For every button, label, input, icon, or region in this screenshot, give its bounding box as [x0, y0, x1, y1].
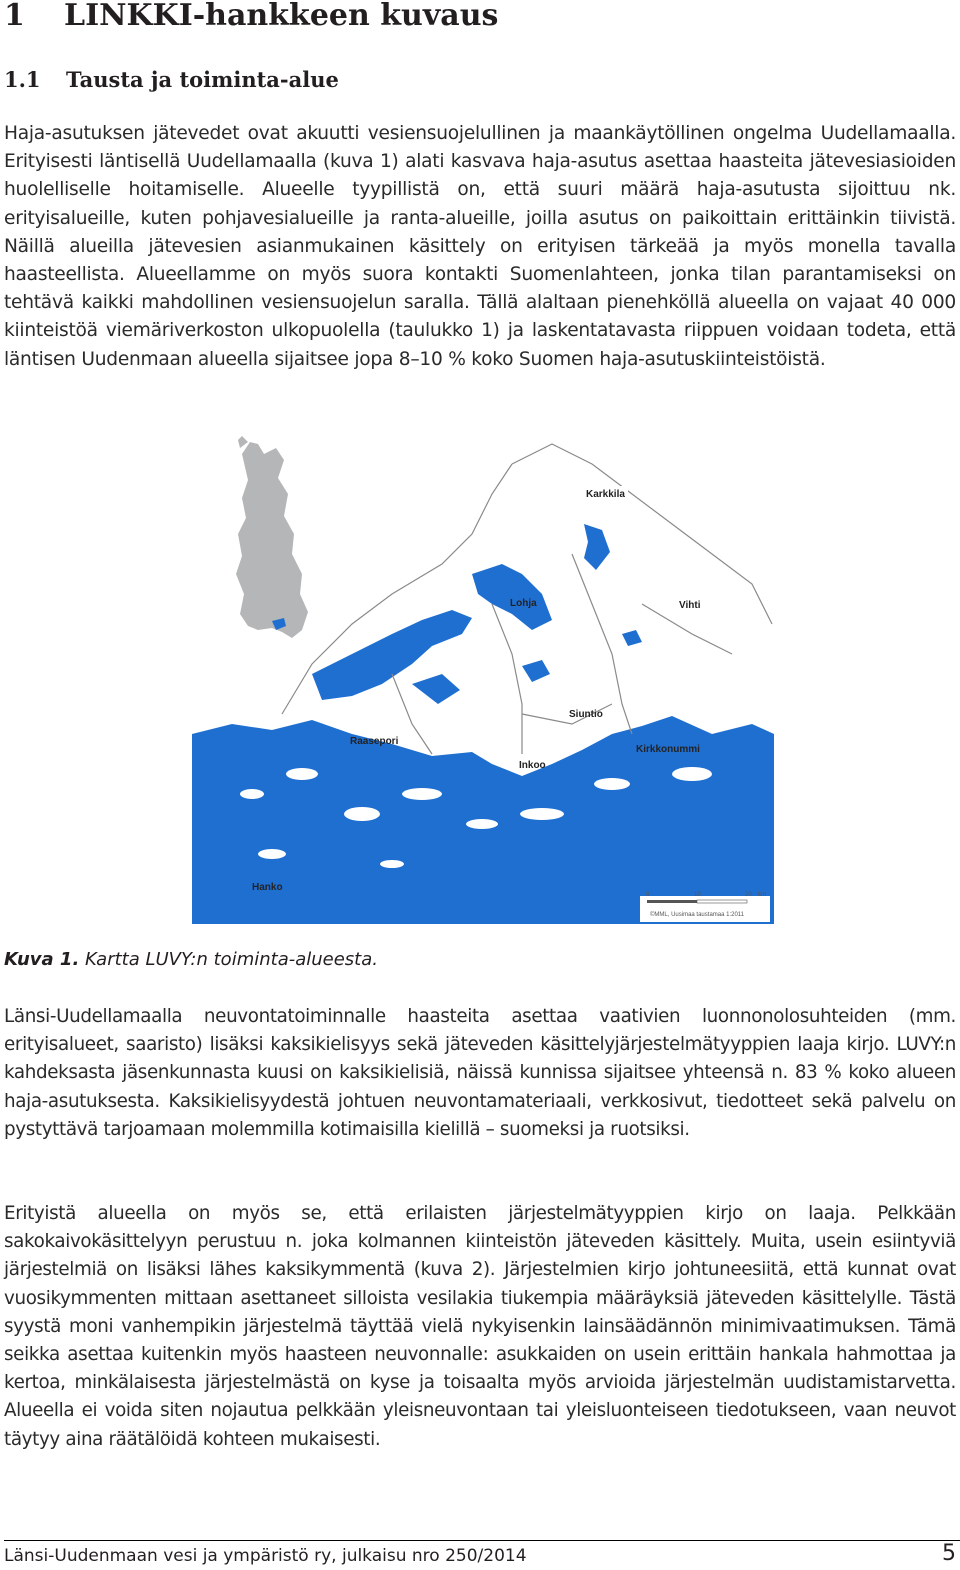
- map-copyright: ©MML, Uusimaa taustamaa 1:2011: [650, 912, 745, 918]
- intro-paragraph: Haja-asutuksen jätevedet ovat akuutti vesiensuojelullinen ja maankäytöllinen ongelma Uudellamaalla. Erityisesti läntisellä Uudellamaalla (kuva 1) alati kasvava haja-asutus asettaa haasteita jätevesiasioiden huolelliselle hoitamiselle. Alueelle tyypillistä on, että suuri määrä haja-asutusta sijoittuu nk. erityisalueille, kuten pohjavesialueille ja ranta-alueille, joilla asutus on paikoittain erittäinkin tiivistä. Näillä alueilla jätevesien asianmukainen käsittely on erityisen tärkeää ja myös monella tavalla haasteellista. Alueellamme on myös suora kontakti Suomenlahteen, jonka tilan parantamiseksi on tehtävä kaikki mahdollinen vesiensuojelun saralla. Tällä alaltaan pienehköllä alueella on vajaat 40 000 kiinteistöä viemäriverkoston ulkopuolella (taulukko 1) ja laskentatavasta riippuen voidaan todeta, että läntisen Uudenmaan alueella sijaitsee jopa 8–10 % koko Suomen haja-asutuskiinteistöistä.: [4, 123, 956, 370]
- chapter-heading: [4, 0, 498, 38]
- chapter-title: LINKKI-hankkeen kuvaus: [64, 0, 499, 33]
- scale-unit: km: [758, 892, 766, 898]
- label-vihti: Vihti: [679, 600, 701, 611]
- body-paragraph-2: Länsi-Uudellamaalla neuvontatoiminnalle haasteita asettaa vaativien luonnonolosuhteiden (mm. erityisalueet, saaristo) lisäksi kaksikielisyys sekä jäteveden käsittelyjärjestelmätyyppien laaja kirjo. LUVY:n kahdeksasta jäsenkunnasta kuusi on kaksikielisiä, näissä kunnissa sijaitsee yhteensä n. 83 % koko alueen haja-asutuksesta. Kaksikielisyydestä johtuen neuvontamateriaali, verkkosivut, tiedotteet sekä palvelu on pystyttävä tarjoamaan molemmilla kotimaisilla kielillä – suomeksi ja ruotsiksi.: [4, 1006, 956, 1140]
- scale-tick-10: 10: [694, 892, 701, 898]
- label-siuntio: Siuntio: [569, 709, 603, 720]
- footer-publication: Länsi-Uudenmaan vesi ja ympäristö ry, julkaisu nro 250/2014: [4, 1546, 527, 1566]
- area-map: [192, 434, 774, 924]
- section-title: Tausta ja toiminta-alue: [66, 67, 339, 92]
- label-hanko: Hanko: [252, 882, 283, 893]
- scale-tick-20: 20: [745, 892, 752, 898]
- caption-text: Kartta LUVY:n toiminta-alueesta.: [79, 949, 378, 970]
- label-lohja: Lohja: [510, 598, 537, 609]
- section-number: 1.1: [4, 67, 41, 92]
- scale-bar: [640, 892, 770, 922]
- caption-label: Kuva 1.: [4, 949, 80, 970]
- scale-tick-0: 0: [646, 892, 650, 898]
- page-number: 5: [942, 1541, 956, 1566]
- label-kirkkonummi: Kirkkonummi: [636, 744, 700, 755]
- body-paragraph-3: Erityistä alueella on myös se, että erilaisten järjestelmätyyppien kirjo on laaja. Pelkkään sakokaivokäsittelyyn perustuu n. joka kolmannen kiinteistön jäteveden käsittely. Muita, usein esiintyviä järjestelmiä on lisäksi lähes kaksikymmentä (kuva 2). Järjestelmien kirjo johtuneesiitä, että kunnat ovat vuosikymmenten mittaan asettaneet silloista vesilakia tiukempia määräyksiä jäteveden käsittelylle. Tästä syystä moni vanhempikin järjestelmä täyttää vielä nykyisenkin lainsäädännön minimivaatimuksen. Tämä seikka asettaa kuitenkin myös haasteen neuvonnalle: asukkaiden on usein erittäin hankala hahmottaa ja kertoa, minkälaisesta järjestelmästä on kyse ja toisaalta myös arvioida järjestelmän uudistamistarvetta. Alueella ei voida siten nojautua pelkkään yleisneuvontaan tai yleisluonteiseen tiedotukseen, vaan neuvot täytyy aina räätälöidä kohteen mukaisesti.: [4, 1203, 956, 1450]
- chapter-number: 1: [4, 0, 25, 33]
- label-karkkila: Karkkila: [586, 489, 625, 500]
- section-heading: [4, 64, 339, 96]
- area-map-figure: [192, 434, 774, 924]
- label-inkoo: Inkoo: [519, 760, 546, 771]
- label-raasepori: Raasepori: [350, 736, 399, 747]
- figure-caption: [4, 946, 378, 974]
- footer-rule: [4, 1540, 960, 1541]
